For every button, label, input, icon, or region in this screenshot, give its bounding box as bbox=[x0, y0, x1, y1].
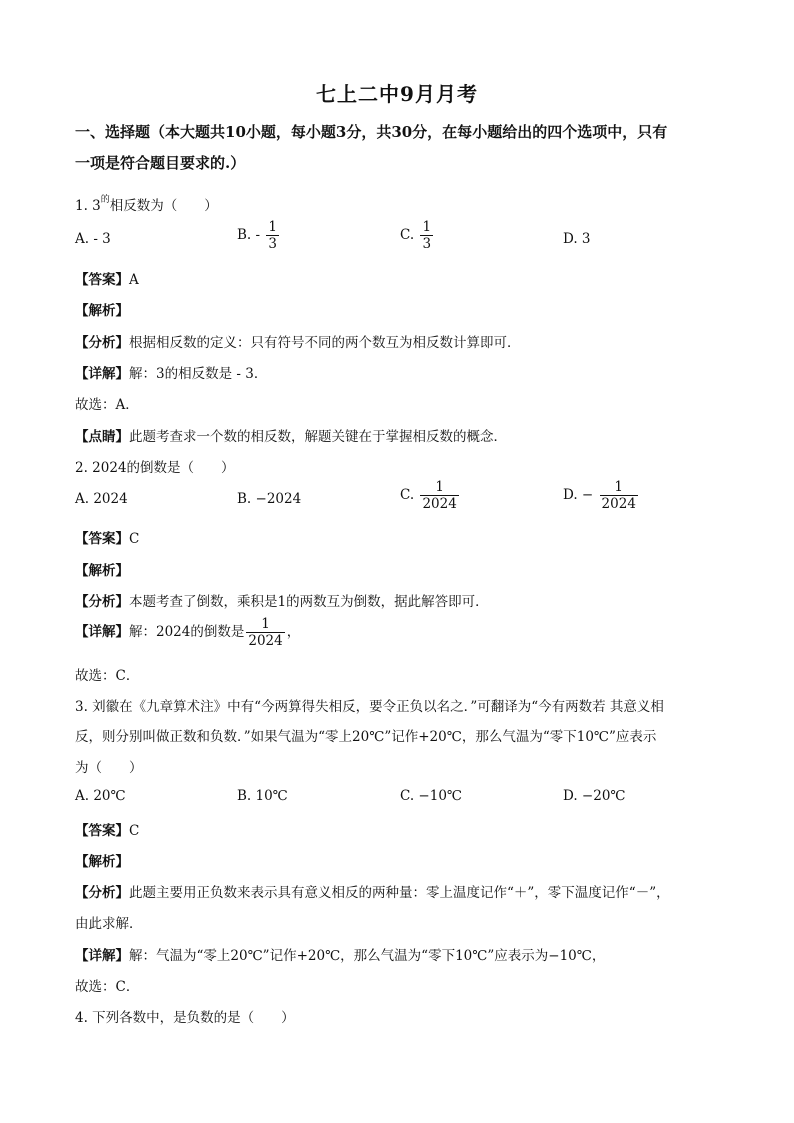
fenxi-label: 【分析】 bbox=[75, 594, 129, 610]
fenxi-label: 【分析】 bbox=[75, 885, 129, 901]
q1-detail bbox=[75, 362, 267, 382]
fraction-numerator: 1 bbox=[435, 479, 444, 495]
comment-label: 【点睛】 bbox=[75, 429, 129, 445]
analysis-label: 【解析】 bbox=[75, 854, 129, 870]
detail-label: 【详解】 bbox=[75, 948, 129, 964]
q1-stem bbox=[75, 192, 218, 214]
q1-option-a: A. - 3 bbox=[75, 231, 111, 247]
q2-detail bbox=[75, 617, 300, 648]
q1-fenxi bbox=[75, 331, 521, 351]
q3-choose: 故选：C． bbox=[75, 979, 140, 995]
q1-choose: 故选：A． bbox=[75, 397, 139, 413]
detail-text: 解：气温为“零上20℃”记作+20℃，那么气温为“零下10℃”应表示为−10℃， bbox=[129, 948, 606, 964]
fenxi-text: 此题主要用正负数来表示具有意义相反的两种量：零上温度记作“＋”，零下温度记作“－”， bbox=[129, 885, 670, 901]
q2-fenxi bbox=[75, 590, 489, 610]
q1-option-c bbox=[400, 220, 435, 251]
q2-option-d bbox=[563, 480, 640, 511]
fenxi-text: 根据相反数的定义：只有符号不同的两个数互为相反数计算即可． bbox=[129, 335, 521, 351]
q1-option-c-label: C. bbox=[400, 227, 415, 244]
q2-option-b: B. −2024 bbox=[237, 491, 302, 507]
q3-analysis-label bbox=[75, 850, 129, 870]
section-heading-line2: 一项是符合题目要求的.） bbox=[75, 154, 246, 172]
q3-answer bbox=[75, 819, 139, 839]
fraction-numerator: 1 bbox=[614, 479, 624, 495]
answer-label: 【答案】 bbox=[75, 823, 129, 839]
fraction-numerator: 1 bbox=[422, 219, 432, 235]
q2-option-d-fraction bbox=[600, 480, 638, 511]
q1-answer bbox=[75, 268, 139, 288]
q3-fenxi-line1 bbox=[75, 881, 670, 901]
fraction-denominator: 2024 bbox=[422, 496, 457, 513]
detail-label: 【详解】 bbox=[75, 624, 129, 641]
fraction-denominator: 3 bbox=[268, 236, 277, 253]
q2-option-c bbox=[400, 480, 461, 511]
answer-value: C bbox=[129, 823, 140, 839]
q1-analysis-label bbox=[75, 299, 129, 319]
q2-answer bbox=[75, 527, 139, 547]
q2-option-c-fraction bbox=[420, 480, 458, 511]
q4-stem: 4. 下列各数中，是负数的是（ ） bbox=[75, 1010, 295, 1026]
q1-stem-pre: 1. 3 bbox=[75, 198, 101, 214]
answer-label: 【答案】 bbox=[75, 531, 129, 547]
analysis-label: 【解析】 bbox=[75, 563, 129, 579]
q3-stem-line2: 反，则分别叫做正数和负数．”如果气温为“零上20℃”记作+20℃，那么气温为“零下10℃”应表示 bbox=[75, 729, 657, 745]
q1-option-d: D. 3 bbox=[563, 231, 591, 247]
q3-stem-line1: 3. 刘徽在《九章算术注》中有“今两算得失相反，要令正负以名之．”可翻译为“今有两数若 其意义相 bbox=[75, 699, 664, 715]
q1-option-b bbox=[237, 220, 281, 251]
page-title: 七上二中9月月考 bbox=[316, 82, 478, 106]
q2-option-a: A. 2024 bbox=[75, 491, 128, 507]
q1-comment bbox=[75, 425, 507, 445]
answer-value: A bbox=[129, 272, 139, 288]
q2-stem: 2. 2024的倒数是（ ） bbox=[75, 460, 235, 476]
comment-text: 此题考查求一个数的相反数，解题关键在于掌握相反数的概念． bbox=[129, 429, 507, 445]
answer-label: 【答案】 bbox=[75, 272, 129, 288]
q3-detail bbox=[75, 944, 605, 964]
q3-fenxi-line2: 由此求解． bbox=[75, 916, 143, 932]
fenxi-text: 本题考查了倒数，乘积是1的两数互为倒数，据此解答即可． bbox=[129, 594, 489, 610]
section-heading-line1: 一、选择题（本大题共10小题，每小题3分，共30分，在每小题给出的四个选项中，只有 bbox=[75, 123, 668, 141]
fraction-denominator: 2024 bbox=[248, 633, 283, 650]
q1-stem-sup: 的 bbox=[100, 195, 110, 205]
q2-analysis-label bbox=[75, 559, 129, 579]
fraction-numerator: 1 bbox=[261, 616, 270, 632]
answer-value: C bbox=[129, 531, 140, 547]
q3-option-a: A. 20℃ bbox=[75, 788, 126, 804]
fenxi-label: 【分析】 bbox=[75, 335, 129, 351]
fraction-numerator: 1 bbox=[268, 219, 277, 235]
detail-label: 【详解】 bbox=[75, 366, 129, 382]
q2-detail-fraction bbox=[246, 617, 284, 648]
analysis-label: 【解析】 bbox=[75, 303, 129, 319]
q2-option-c-label: C. bbox=[400, 487, 415, 504]
detail-text: 解：3的相反数是 - 3． bbox=[129, 366, 268, 382]
q3-option-c: C. −10℃ bbox=[400, 788, 463, 804]
q1-option-b-sign: B. - bbox=[237, 227, 261, 244]
q1-option-b-fraction bbox=[266, 220, 279, 251]
q2-option-d-label: D. − bbox=[563, 487, 594, 504]
detail-text: 解：2024的倒数是 bbox=[129, 624, 245, 641]
q3-option-d: D. −20℃ bbox=[563, 788, 626, 804]
q3-option-b: B. 10℃ bbox=[237, 788, 288, 804]
detail-punct: ， bbox=[286, 624, 301, 641]
q1-option-c-fraction bbox=[420, 220, 433, 251]
q2-choose: 故选：C． bbox=[75, 668, 140, 684]
q3-stem-line3: 为（ ） bbox=[75, 760, 143, 776]
fraction-denominator: 3 bbox=[422, 236, 432, 253]
fraction-denominator: 2024 bbox=[601, 496, 636, 513]
q1-stem-post: 相反数为（ ） bbox=[109, 198, 218, 214]
